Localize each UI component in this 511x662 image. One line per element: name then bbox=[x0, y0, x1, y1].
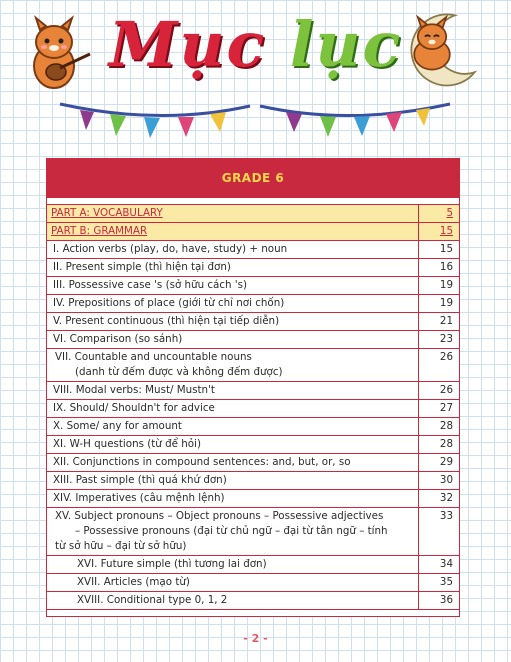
toc-page: 33 bbox=[439, 510, 453, 522]
toc-row[interactable] bbox=[47, 295, 459, 313]
toc-page: 28 bbox=[439, 420, 453, 432]
bunting-icon bbox=[50, 96, 460, 146]
toc-label: X. Some/ any for amount bbox=[47, 418, 419, 435]
toc-row[interactable] bbox=[47, 313, 459, 331]
toc-label bbox=[47, 349, 419, 381]
toc-row[interactable] bbox=[47, 418, 459, 436]
toc-label: II. Present simple (thì hiện tại đơn) bbox=[47, 259, 419, 276]
toc-label: XII. Conjunctions in compound sentences: and, but, or, so bbox=[47, 454, 419, 471]
toc-label: IX. Should/ Shouldn't for advice bbox=[47, 400, 419, 417]
toc-page: 26 bbox=[439, 384, 453, 396]
toc-label-line-2: – Possessive pronouns (đại từ chủ ngữ – đại từ tân ngữ – tính bbox=[75, 525, 388, 537]
toc-row[interactable] bbox=[47, 277, 459, 295]
toc-row[interactable] bbox=[47, 241, 459, 259]
spacer-row bbox=[47, 610, 459, 616]
toc-label: PART B: GRAMMAR bbox=[47, 223, 419, 240]
toc-table bbox=[46, 158, 460, 617]
toc-row[interactable] bbox=[47, 556, 459, 574]
toc-label: IV. Prepositions of place (giới từ chỉ nơi chốn) bbox=[47, 295, 419, 312]
toc-page: 27 bbox=[439, 402, 453, 414]
fox-guitar-icon bbox=[16, 14, 96, 94]
toc-page: 19 bbox=[439, 279, 453, 291]
toc-page: 36 bbox=[439, 594, 453, 606]
toc-page: 28 bbox=[439, 438, 453, 450]
toc-row[interactable] bbox=[47, 472, 459, 490]
toc-page: 19 bbox=[439, 297, 453, 309]
toc-row[interactable] bbox=[47, 490, 459, 508]
toc-page: 15 bbox=[439, 225, 453, 237]
page-number: - 2 - bbox=[243, 632, 268, 645]
grade-header: GRADE 6 bbox=[47, 159, 459, 198]
toc-page: 16 bbox=[439, 261, 453, 273]
toc-page: 23 bbox=[439, 333, 453, 345]
toc-page: 32 bbox=[439, 492, 453, 504]
toc-page: 29 bbox=[439, 456, 453, 468]
toc-page: 30 bbox=[439, 474, 453, 486]
toc-label: XI. W-H questions (từ để hỏi) bbox=[47, 436, 419, 453]
toc-row[interactable] bbox=[47, 592, 459, 610]
toc-page: 35 bbox=[439, 576, 453, 588]
toc-page: 34 bbox=[439, 558, 453, 570]
toc-row[interactable] bbox=[47, 574, 459, 592]
toc-row[interactable] bbox=[47, 349, 459, 382]
toc-page: 15 bbox=[439, 243, 453, 255]
toc-label: XIII. Past simple (thì quá khứ đơn) bbox=[47, 472, 419, 489]
toc-label: VI. Comparison (so sánh) bbox=[47, 331, 419, 348]
toc-row[interactable] bbox=[47, 331, 459, 349]
toc-label-line-2: (danh từ đếm được và không đếm được) bbox=[75, 366, 283, 378]
toc-label: XVI. Future simple (thì tương lai đơn) bbox=[47, 556, 419, 573]
toc-row[interactable] bbox=[47, 400, 459, 418]
toc-label-line-1: XV. Subject pronouns – Object pronouns – Possessive adjectives bbox=[55, 510, 384, 522]
toc-label bbox=[47, 508, 419, 555]
toc-page: 5 bbox=[446, 207, 453, 219]
toc-label: III. Possessive case 's (sở hữu cách 's) bbox=[47, 277, 419, 294]
title-part-1: Mục bbox=[108, 8, 267, 81]
toc-label: VIII. Modal verbs: Must/ Mustn't bbox=[47, 382, 419, 399]
toc-label: PART A: VOCABULARY bbox=[47, 205, 419, 222]
spacer-row bbox=[47, 198, 459, 205]
toc-label: XVII. Articles (mạo từ) bbox=[47, 574, 419, 591]
toc-row[interactable] bbox=[47, 436, 459, 454]
title-part-2: lục bbox=[289, 8, 403, 81]
toc-page: 21 bbox=[439, 315, 453, 327]
toc-row[interactable] bbox=[47, 259, 459, 277]
toc-page: 26 bbox=[439, 351, 453, 363]
toc-label: XIV. Imperatives (câu mệnh lệnh) bbox=[47, 490, 419, 507]
fox-moon-icon bbox=[400, 10, 480, 90]
toc-label: I. Action verbs (play, do, have, study) + noun bbox=[47, 241, 419, 258]
toc-row[interactable] bbox=[47, 382, 459, 400]
toc-label-line-1: VII. Countable and uncountable nouns bbox=[55, 351, 252, 363]
toc-label: XVIII. Conditional type 0, 1, 2 bbox=[47, 592, 419, 609]
toc-label: V. Present continuous (thì hiện tại tiếp diễn) bbox=[47, 313, 419, 330]
toc-row[interactable] bbox=[47, 508, 459, 556]
toc-row[interactable] bbox=[47, 454, 459, 472]
toc-row[interactable] bbox=[47, 205, 459, 223]
toc-label-line-3: từ sở hữu – đại từ sở hữu) bbox=[55, 540, 187, 552]
toc-row[interactable] bbox=[47, 223, 459, 241]
